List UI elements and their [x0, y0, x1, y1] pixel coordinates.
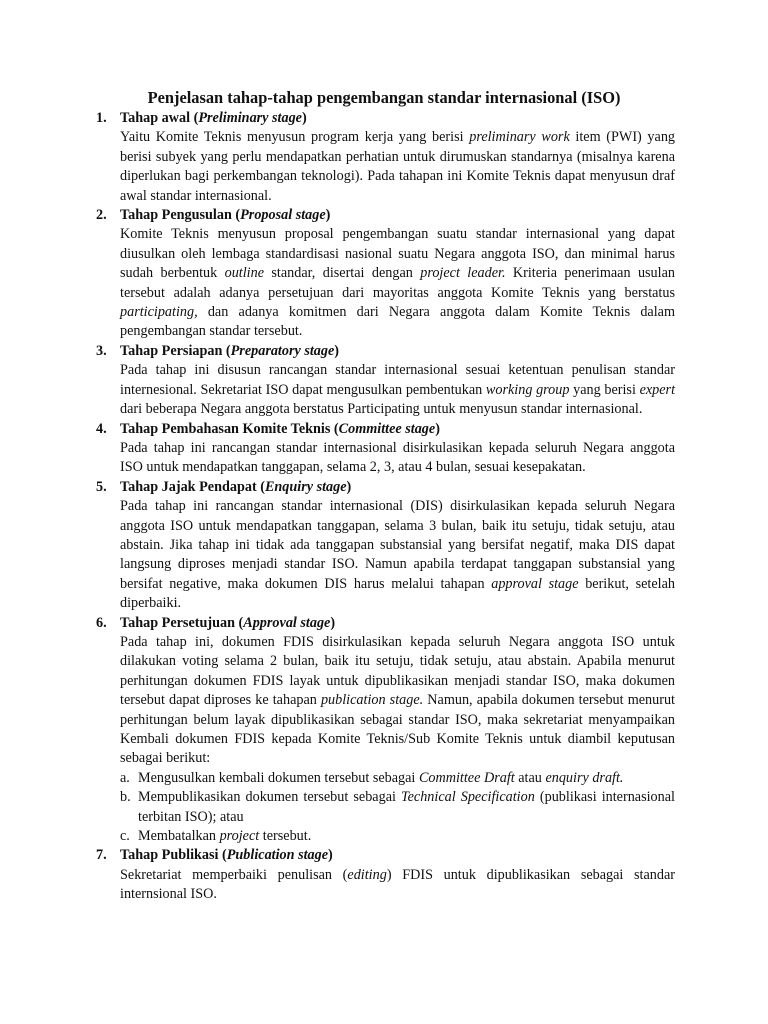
item-heading: Tahap Pembahasan Komite Teknis (Committee stage): [120, 420, 440, 437]
item-number: 4.: [96, 420, 107, 437]
item-heading: Tahap Persetujuan (Approval stage): [120, 614, 336, 631]
list-item: [0, 206, 768, 342]
sub-item-letter: a.: [120, 769, 130, 786]
item-number: 2.: [96, 207, 107, 224]
item-number: 1.: [96, 110, 107, 126]
sub-item: [0, 788, 768, 827]
sub-item-text: Mempublikasikan dokumen tersebut sebagai Technical Specification (publikasi internasional terbitan ISO); atau: [138, 789, 675, 825]
item-heading: Tahap awal (Preliminary stage): [120, 110, 307, 126]
item-description: Pada tahap ini, dokumen FDIS disirkulasikan kepada seluruh Negara anggota ISO untuk dilakukan voting selama 2 bulan, baik itu setuju, tidak setuju, atau abstain. Apabila menurut perhitungan dokumen FDIS layak untuk dipublikasikan menjadi standar ISO, maka dokumen tersebut dapat diproses ke tahapan publication stage. Namun, apabila dokumen tersebut menurut perhitungan belum layak dipublikasikan sebagai standar ISO, maka sekretariat menyampaikan Kembali dokumen FDIS kepada Komite Teknis/Sub Komite Teknis untuk diambil keputusan sebagai berikut:: [120, 633, 675, 767]
page-title: Penjelasan tahap-tahap pengembangan standar internasional (ISO): [147, 88, 621, 107]
item-description: Pada tahap ini rancangan standar internasional (DIS) disirkulasikan kepada seluruh Negara anggota ISO untuk mendapatkan tanggapan, selama 3 bulan, baik itu setuju, tidak setuju, atau abstain. Jika tahap ini tidak ada tanggapan substansial yang bersifat negatif, maka DIS dapat langsung diproses menjadi standar ISO. Namun apabila terdapat tanggapan substansial yang bersifat negative, maka dokumen DIS harus melalui tahapan approval stage berikut, setelah diperbaiki.: [120, 498, 675, 612]
item-number: 5.: [96, 478, 107, 495]
list-item: [0, 342, 768, 420]
item-description: Komite Teknis menyusun proposal pengembangan suatu standar internasional yang dapat diusulkan oleh lembaga standardisasi nasional suatu Negara anggota ISO, dan minimal harus sudah berbentuk outline standar, disertai dengan project leader. Kriteria penerimaan usulan tersebut adalah adanya persetujuan dari mayoritas anggota Komite Teknis yang berstatus participating, dan adanya komitmen dari Negara anggota dalam Komite Teknis dalam pengembangan standar tersebut.: [120, 226, 675, 340]
list-item: [0, 846, 768, 904]
sub-item: [0, 769, 768, 788]
list-item: [0, 420, 768, 478]
sub-item-letter: b.: [120, 789, 131, 806]
item-heading: Tahap Publikasi (Publication stage): [120, 847, 333, 864]
sub-item-letter: c.: [120, 828, 130, 845]
item-description: Yaitu Komite Teknis menyusun program kerja yang berisi preliminary work item (PWI) yang berisi subyek yang perlu mendapatkan perhatian untuk dirumuskan standarnya (misalnya karena diperlukan bagi perkembangan teknologi). Pada tahapan ini Komite Teknis dapat menyusun draf awal standar internasional.: [120, 129, 676, 204]
item-number: 6.: [96, 614, 107, 631]
item-number: 7.: [96, 847, 107, 864]
list-item: [0, 478, 768, 614]
sub-item-text: Membatalkan project tersebut.: [138, 828, 312, 845]
item-description: Sekretariat memperbaiki penulisan (editing) FDIS untuk dipublikasikan sebagai standar internsional ISO.: [120, 866, 675, 903]
item-heading: Tahap Jajak Pendapat (Enquiry stage): [120, 478, 352, 495]
item-heading: Tahap Persiapan (Preparatory stage): [120, 342, 340, 359]
sub-item: [0, 827, 768, 846]
item-description: Pada tahap ini rancangan standar internasional disirkulasikan kepada seluruh Negara anggota ISO untuk mendapatkan tanggapan, selama 2, 3, atau 4 bulan, sesuai kesepakatan.: [120, 439, 675, 476]
stage-list: [0, 109, 768, 905]
sub-item-text: Mengusulkan kembali dokumen tersebut sebagai Committee Draft atau enquiry draft.: [138, 769, 624, 786]
list-item: [0, 109, 768, 206]
item-description: Pada tahap ini disusun rancangan standar internasional sesuai ketentuan penulisan standar internesional. Sekretariat ISO dapat mengusulkan pembentukan working group yang berisi expert dari beberapa Negara anggota berstatus Participating untuk menyusun standar internasional.: [120, 362, 676, 418]
item-heading: Tahap Pengusulan (Proposal stage): [120, 207, 331, 224]
item-number: 3.: [96, 342, 107, 359]
list-item: [0, 614, 768, 847]
